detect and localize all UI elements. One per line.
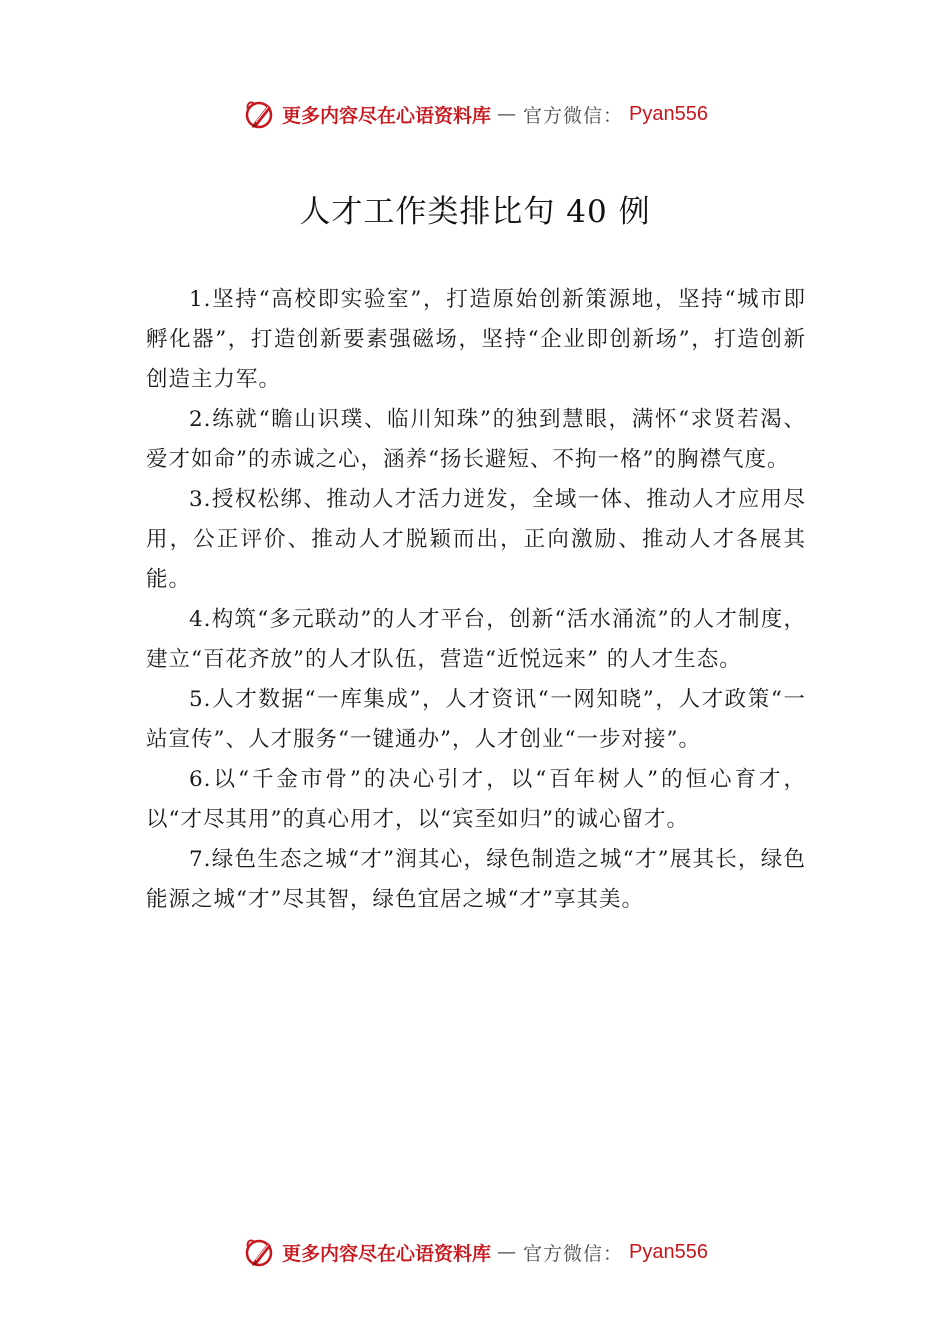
document-title: 人才工作类排比句 40 例 [299, 194, 651, 230]
paragraph-3: 3.授权松绑、推动人才活力迸发，全域一体、推动人才应用尽用，公正评价、推动人才脱颖而出，正向激励、推动人才各展其能。 [146, 487, 806, 592]
paragraph-7: 7.绿色生态之城“才”润其心，绿色制造之城“才”展其长，绿色能源之城“才”尽其智，绿色宜居之城“才”享其美。 [146, 847, 806, 912]
banner-separator: — [497, 103, 518, 125]
footer-wechat-id: Pyan556 [629, 1240, 708, 1263]
footer-label: 官方微信： [523, 1242, 624, 1265]
footer-brand: 更多内容尽在心语资料库 [282, 1242, 492, 1265]
banner-brand: 更多内容尽在心语资料库 [282, 104, 492, 127]
paragraph-6: 6.以“千金市骨”的决心引才，以“百年树人”的恒心育才，以“才尽其用”的真心用才，以“宾至如归”的诚心留才。 [146, 767, 806, 832]
pen-nib-logo-icon [242, 1235, 276, 1269]
banner-label: 官方微信： [523, 104, 624, 127]
banner-wechat-id: Pyan556 [629, 102, 708, 125]
document-body [146, 280, 806, 920]
paragraph-1: 1.坚持“高校即实验室”，打造原始创新策源地，坚持“城市即孵化器”，打造创新要素强磁场，坚持“企业即创新场”，打造创新创造主力军。 [146, 287, 806, 392]
paragraph-5: 5.人才数据“一库集成”，人才资讯“一网知晓”，人才政策“一站宣传”、人才服务“一键通办”，人才创业“一步对接”。 [146, 687, 806, 752]
paragraph-2: 2.练就“瞻山识璞、临川知珠”的独到慧眼，满怀“求贤若渴、爱才如命”的赤诚之心，涵养“扬长避短、不拘一格”的胸襟气度。 [146, 407, 806, 472]
paragraph-4: 4.构筑“多元联动”的人才平台，创新“活水涌流”的人才制度，建立“百花齐放”的人才队伍，营造“近悦远来” 的人才生态。 [146, 607, 806, 672]
footer-banner [0, 1232, 950, 1272]
header-banner [0, 94, 950, 134]
footer-separator: — [497, 1241, 518, 1263]
pen-nib-logo-icon [242, 97, 276, 131]
